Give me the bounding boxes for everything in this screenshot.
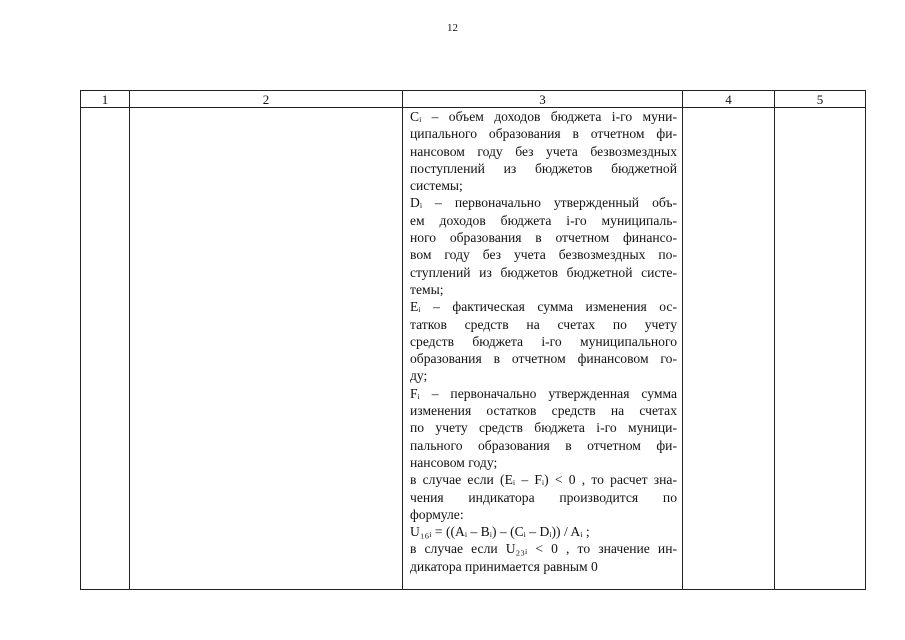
text-line: образования в отчетном финансовом го- [410,351,677,367]
text-line: чения индикатора производится по [410,489,677,505]
indicator-table [80,90,866,590]
formula-description [403,108,682,575]
text-line: ступлений из бюджетов бюджетной систе- [410,264,677,280]
header-col-4: 4 [683,91,775,108]
text-line: Eᵢ – фактическая сумма изменения ос- [410,299,677,315]
text-line: в случае если U₂₃ᵢ < 0 , то значение ин- [410,541,677,557]
text-line: ципального образования в отчетном фи- [410,126,677,142]
text-line: средств бюджета i-го муниципального [410,333,677,349]
cell-col-1 [81,108,130,590]
text-line: формуле: [410,506,464,522]
text-line: Dᵢ – первоначально утвержденный объ- [410,195,677,211]
cell-col-2 [130,108,403,590]
text-line: темы; [410,281,444,297]
cell-col-4 [683,108,775,590]
text-line: Cᵢ – объем доходов бюджета i-го муни- [410,109,677,124]
header-col-1: 1 [81,91,130,108]
cell-col-3 [403,108,683,590]
header-col-2: 2 [130,91,403,108]
header-col-5: 5 [775,91,866,108]
page-number: 12 [447,22,458,34]
header-col-3: 3 [403,91,683,108]
text-line: по учету средств бюджета i-го муници- [410,420,677,436]
text-line: ем доходов бюджета i-го муниципаль- [410,212,677,228]
text-line: ду; [410,368,428,384]
text-line: ного образования в отчетном финансо- [410,230,677,246]
text-line: в случае если (Eᵢ – Fᵢ) < 0 , то расчет зна- [410,472,677,488]
cell-col-5 [775,108,866,590]
text-line: системы; [410,178,463,194]
text-line: нансовом году без учета безвозмездных [410,143,677,159]
text-line: дикатора принимается равным 0 [410,558,598,574]
text-line: Fᵢ – первоначально утвержденная сумма [410,385,677,401]
text-line: вом году без учета безвозмездных по- [410,247,677,263]
text-line: нансовом году; [410,454,498,470]
text-line: поступлений из бюджетов бюджетной [410,160,677,176]
text-line: изменения остатков средств на счетах [410,403,677,419]
table-header-row [81,91,866,108]
text-line: U₁₆ᵢ = ((Aᵢ – Bᵢ) – (Cᵢ – Dᵢ)) / Aᵢ ; [410,524,590,540]
table-row [81,108,866,590]
text-line: татков средств на счетах по учету [410,316,677,332]
text-line: пального образования в отчетном фи- [410,437,677,453]
